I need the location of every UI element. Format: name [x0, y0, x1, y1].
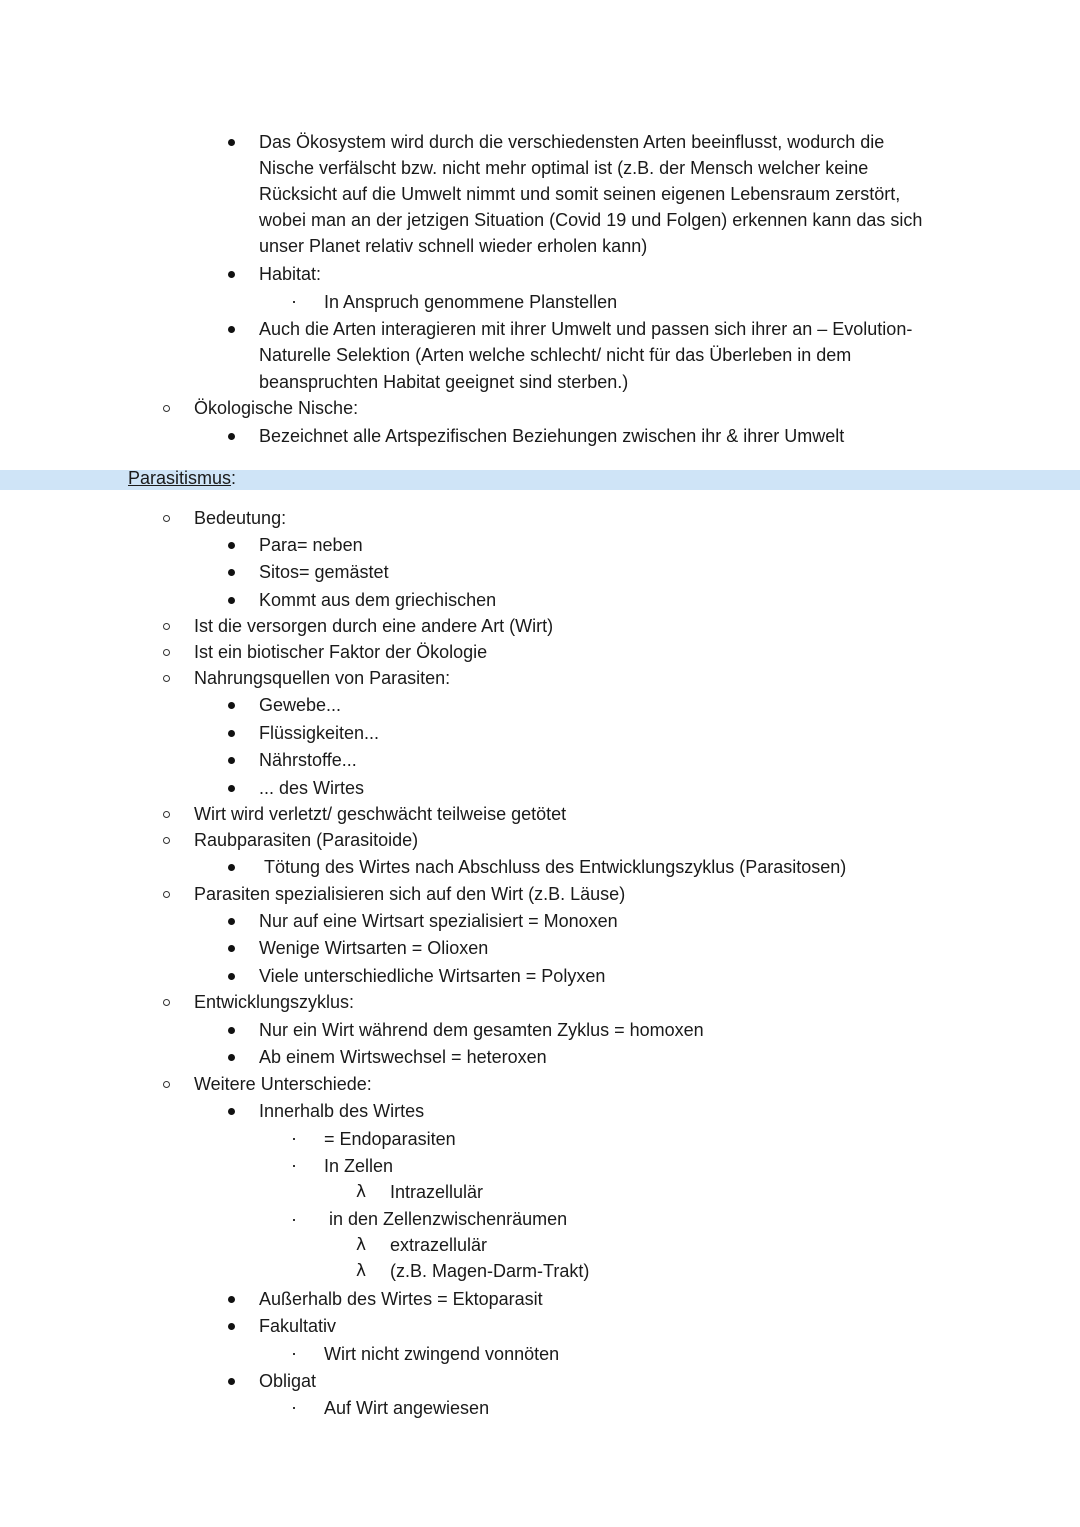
- bullet-icon: [228, 1027, 235, 1034]
- text-line: = Endoparasiten: [324, 1129, 456, 1149]
- text-line: In Anspruch genommene Planstellen: [324, 292, 618, 312]
- bullet-icon: [228, 542, 235, 549]
- bullet-icon: [228, 433, 235, 440]
- bullet-icon: [228, 864, 235, 871]
- text-line: Auf Wirt angewiesen: [324, 1398, 490, 1418]
- circle-bullet-icon: [163, 623, 170, 630]
- text-line: Nährstoffe...: [259, 750, 357, 770]
- bullet-icon: [228, 918, 235, 925]
- text-line: Fakultativ: [259, 1316, 337, 1336]
- bullet-icon: [228, 1054, 235, 1061]
- text-line: Flüssigkeiten...: [259, 723, 380, 743]
- text-line: Raubparasiten (Parasitoide): [194, 830, 419, 850]
- dot-icon: [293, 1353, 295, 1355]
- text-line: Gewebe...: [259, 695, 342, 715]
- text-line: Ist die versorgen durch eine andere Art (Wirt): [194, 616, 554, 636]
- text-line: extrazellulär: [390, 1235, 488, 1255]
- text-line: Tötung des Wirtes nach Abschluss des Entwicklungszyklus (Parasitosen): [264, 857, 847, 877]
- lambda-icon: λ: [356, 1261, 367, 1281]
- circle-bullet-icon: [163, 837, 170, 844]
- bullet-icon: [228, 1378, 235, 1385]
- dot-icon: [293, 1138, 295, 1140]
- lambda-icon: λ: [356, 1235, 367, 1255]
- bullet-icon: [228, 730, 235, 737]
- text-line: Rücksicht auf die Umwelt nimmt und somit seinen eigenen Lebensraum zerstört,: [259, 184, 901, 204]
- text-line: ... des Wirtes: [259, 778, 365, 798]
- dot-icon: [293, 301, 295, 303]
- text-line: Ist ein biotischer Faktor der Ökologie: [194, 642, 488, 662]
- bullet-icon: [228, 1296, 235, 1303]
- text-line: Ökologische Nische:: [194, 398, 359, 418]
- text-line: Entwicklungszyklus:: [194, 992, 355, 1012]
- bullet-icon: [228, 757, 235, 764]
- text-line: in den Zellenzwischenräumen: [329, 1209, 568, 1229]
- text-line: Das Ökosystem wird durch die verschiedensten Arten beeinflusst, wodurch die: [259, 132, 885, 152]
- text-line: Habitat:: [259, 264, 322, 284]
- circle-bullet-icon: [163, 405, 170, 412]
- text-line: Nische verfälscht bzw. nicht mehr optimal ist (z.B. der Mensch welcher keine: [259, 158, 869, 178]
- circle-bullet-icon: [163, 675, 170, 682]
- bullet-icon: [228, 1108, 235, 1115]
- section-heading: [128, 465, 236, 491]
- lambda-icon: λ: [356, 1182, 367, 1202]
- bullet-icon: [228, 597, 235, 604]
- circle-bullet-icon: [163, 515, 170, 522]
- bullet-icon: [228, 326, 235, 333]
- text-line: Nur ein Wirt während dem gesamten Zyklus = homoxen: [259, 1020, 704, 1040]
- dot-icon: [293, 1165, 295, 1167]
- text-line: Wenige Wirtsarten = Olioxen: [259, 938, 489, 958]
- text-line: Naturelle Selektion (Arten welche schlecht/ nicht für das Überleben in dem: [259, 345, 852, 365]
- bullet-icon: [228, 702, 235, 709]
- text-line: Wirt nicht zwingend vonnöten: [324, 1344, 560, 1364]
- text-line: Intrazellulär: [390, 1182, 484, 1202]
- bullet-icon: [228, 271, 235, 278]
- text-line: Viele unterschiedliche Wirtsarten = Polyxen: [259, 966, 606, 986]
- circle-bullet-icon: [163, 1081, 170, 1088]
- section-colon: :: [231, 468, 237, 488]
- text-line: Para= neben: [259, 535, 363, 555]
- bullet-icon: [228, 569, 235, 576]
- text-line: (z.B. Magen-Darm-Trakt): [390, 1261, 590, 1281]
- text-line: Parasiten spezialisieren sich auf den Wirt (z.B. Läuse): [194, 884, 626, 904]
- circle-bullet-icon: [163, 891, 170, 898]
- section-title: Parasitismus: [128, 468, 232, 488]
- text-line: Außerhalb des Wirtes = Ektoparasit: [259, 1289, 543, 1309]
- text-line: Wirt wird verletzt/ geschwächt teilweise getötet: [194, 804, 567, 824]
- text-line: unser Planet relativ schnell wieder erholen kann): [259, 236, 648, 256]
- text-line: beanspruchten Habitat geeignet sind sterben.): [259, 372, 629, 392]
- circle-bullet-icon: [163, 811, 170, 818]
- text-line: Weitere Unterschiede:: [194, 1074, 372, 1094]
- bullet-icon: [228, 139, 235, 146]
- bullet-icon: [228, 785, 235, 792]
- circle-bullet-icon: [163, 649, 170, 656]
- text-line: In Zellen: [324, 1156, 394, 1176]
- text-line: Sitos= gemästet: [259, 562, 389, 582]
- text-line: Bezeichnet alle Artspezifischen Beziehungen zwischen ihr & ihrer Umwelt: [259, 426, 845, 446]
- text-line: Auch die Arten interagieren mit ihrer Umwelt und passen sich ihrer an – Evolution-: [259, 319, 913, 339]
- text-line: Ab einem Wirtswechsel = heteroxen: [259, 1047, 547, 1067]
- text-line: Nahrungsquellen von Parasiten:: [194, 668, 451, 688]
- text-line: Obligat: [259, 1371, 317, 1391]
- text-line: Innerhalb des Wirtes: [259, 1101, 425, 1121]
- bullet-icon: [228, 1323, 235, 1330]
- bullet-icon: [228, 973, 235, 980]
- circle-bullet-icon: [163, 999, 170, 1006]
- text-line: wobei man an der jetzigen Situation (Covid 19 und Folgen) erkennen kann das sich: [259, 210, 923, 230]
- text-line: Nur auf eine Wirtsart spezialisiert = Monoxen: [259, 911, 618, 931]
- text-line: Bedeutung:: [194, 508, 287, 528]
- dot-icon: [293, 1407, 295, 1409]
- dot-icon: [293, 1219, 295, 1221]
- bullet-icon: [228, 945, 235, 952]
- text-line: Kommt aus dem griechischen: [259, 590, 497, 610]
